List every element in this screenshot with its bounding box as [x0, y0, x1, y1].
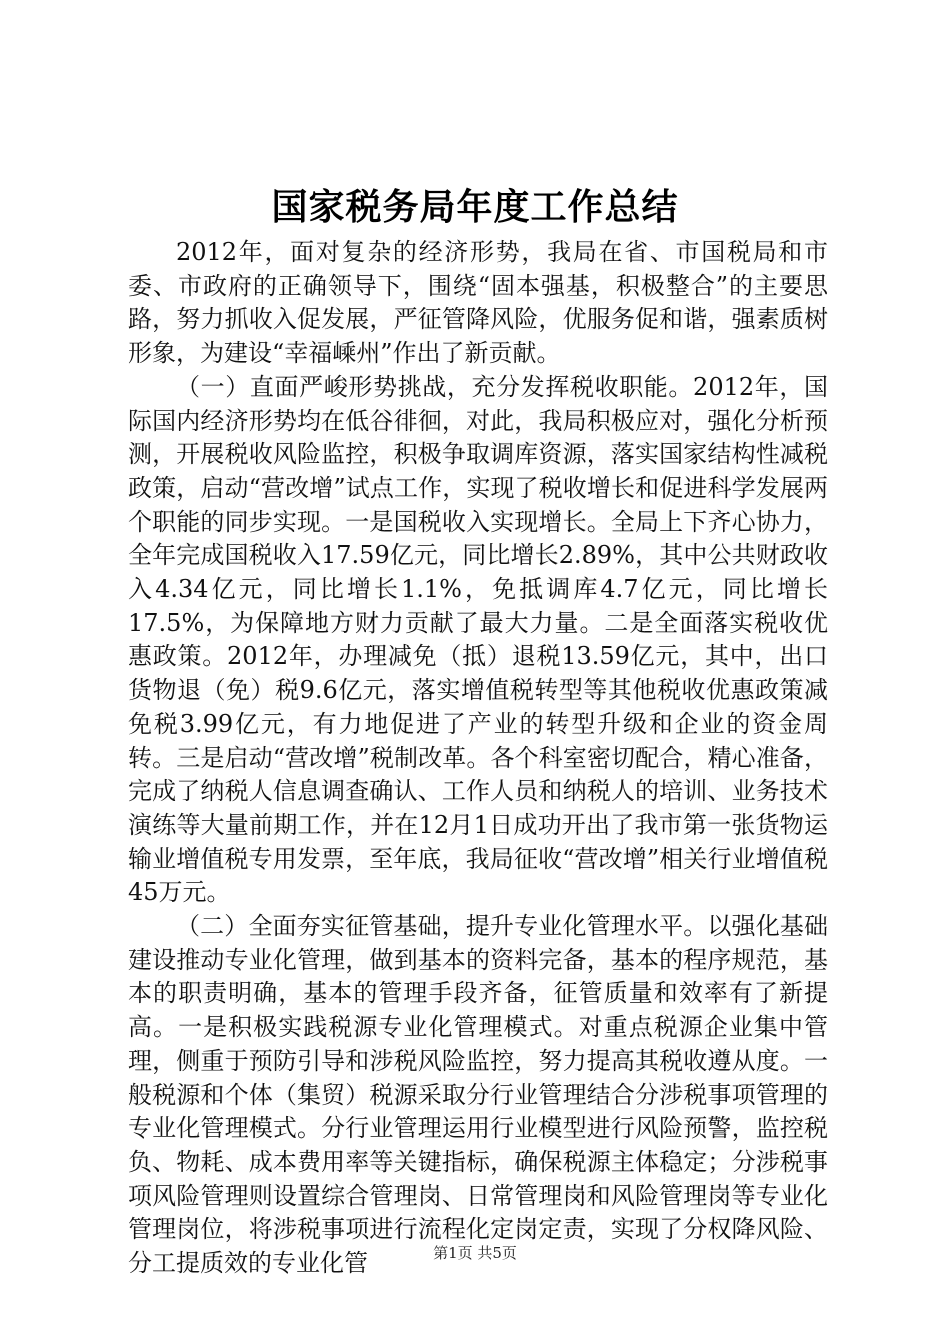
document-body: [128, 236, 828, 1281]
paragraph-intro: 2012年，面对复杂的经济形势，我局在省、市国税局和市委、市政府的正确领导下，围绕“固本强基，积极整合”的主要思路，努力抓收入促发展，严征管降风险，优服务促和谐，强素质树形象，为建设“幸福嵊州”作出了新贡献。: [128, 238, 828, 368]
document-title: 国家税务局年度工作总结: [271, 187, 679, 228]
paragraph-section-1: （一）直面严峻形势挑战，充分发挥税收职能。2012年，国际国内经济形势均在低谷徘徊，对此，我局积极应对，强化分析预测，开展税收风险监控，积极争取调库资源，落实国家结构性减税政策，启动“营改增”试点工作，实现了税收增长和促进科学发展两个职能的同步实现。一是国税收入实现增长。全局上下齐心协力，全年完成国税收入17.59亿元，同比增长2.89%，其中公共财政收入4.34亿元，同比增长1.1%，免抵调库4.7亿元，同比增长17.5%，为保障地方财力贡献了最大力量。二是全面落实税收优惠政策。2012年，办理减免（抵）退税13.59亿元，其中，出口货物退（免）税9.6亿元，落实增值税转型等其他税收优惠政策减免税3.99亿元，有力地促进了产业的转型升级和企业的资金周转。三是启动“营改增”税制改革。各个科室密切配合，精心准备，完成了纳税人信息调查确认、工作人员和纳税人的培训、业务技术演练等大量前期工作，并在12月1日成功开出了我市第一张货物运输业增值税专用发票，至年底，我局征收“营改增”相关行业增值税45万元。: [128, 372, 828, 907]
page-number-footer: 第1页 共5页: [433, 1244, 517, 1262]
paragraph-section-2: （二）全面夯实征管基础，提升专业化管理水平。以强化基础建设推动专业化管理，做到基本的资料完备，基本的程序规范，基本的职责明确，基本的管理手段齐备，征管质量和效率有了新提高。一是积极实践税源专业化管理模式。对重点税源企业集中管理，侧重于预防引导和涉税风险监控，努力提高其税收遵从度。一般税源和个体（集贸）税源采取分行业管理结合分涉税事项管理的专业化管理模式。分行业管理运用行业模型进行风险预警，监控税负、物耗、成本费用率等关键指标，确保税源主体稳定；分涉税事项风险管理则设置综合管理岗、日常管理岗和风险管理岗等专业化管理岗位，将涉税事项进行流程化定岗定责，实现了分权降风险、分工提质效的专业化管: [128, 912, 828, 1278]
